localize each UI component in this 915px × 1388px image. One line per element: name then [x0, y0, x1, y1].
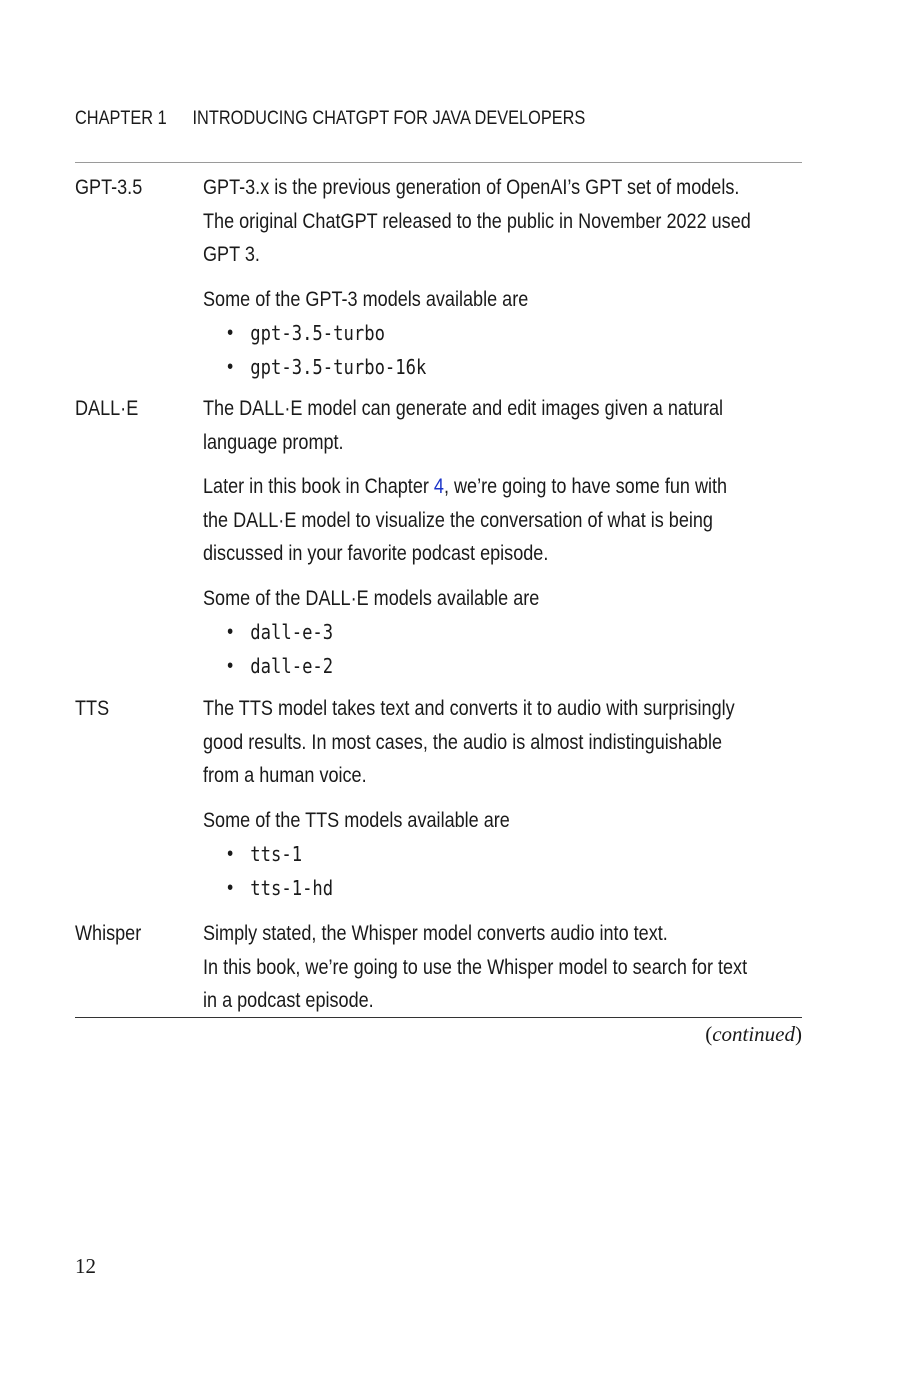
table-bottom-rule: [75, 1017, 802, 1018]
bullet-icon: •: [227, 322, 234, 344]
list-item: • dall-e-3: [227, 615, 788, 649]
model-description: [203, 917, 788, 1018]
continued-note: (continued): [705, 1022, 802, 1046]
description-paragraph: The DALL·E model can generate and edit images given a natural language prompt.: [203, 397, 724, 454]
description-paragraph: Simply stated, the Whisper model converts audio into text. In this book, we’re going to use the Whisper model to search for text in a podcast episode.: [203, 922, 748, 1012]
list-intro: Some of the DALL·E models available are: [203, 586, 540, 610]
model-list: [203, 615, 788, 683]
model-list: [203, 316, 788, 384]
list-item: • gpt-3.5-turbo-16k: [227, 350, 788, 384]
bullet-icon: •: [227, 877, 234, 899]
list-item: • dall-e-2: [227, 649, 788, 683]
description-paragraph: The TTS model takes text and converts it to audio with surprisingly good results. In most cases, the audio is almost indistinguishable from a human voice.: [203, 697, 735, 787]
bullet-icon: •: [227, 843, 234, 865]
bullet-icon: •: [227, 356, 234, 378]
model-term: DALL·E: [75, 397, 139, 420]
bullet-icon: •: [227, 655, 234, 677]
chapter-link[interactable]: 4: [433, 475, 444, 498]
table-top-rule: [75, 162, 802, 163]
model-description: [203, 692, 788, 905]
model-description: [203, 392, 788, 683]
model-description: [203, 171, 788, 384]
model-list: [203, 837, 788, 905]
page-number: 12: [75, 1254, 96, 1278]
description-paragraph: Later in this book in Chapter 4, we’re going to have some fun with the DALL·E model to visualize the conversation of what is being discussed in your favorite podcast episode.: [203, 475, 728, 565]
chapter-title: INTRODUCING CHATGPT FOR JAVA DEVELOPERS: [192, 108, 586, 129]
list-intro: Some of the GPT-3 models available are: [203, 287, 529, 311]
model-term: TTS: [75, 697, 110, 720]
list-item: • tts-1-hd: [227, 871, 788, 905]
model-term: GPT-3.5: [75, 176, 143, 199]
list-item: • tts-1: [227, 837, 788, 871]
bullet-icon: •: [227, 621, 234, 643]
description-paragraph: GPT-3.x is the previous generation of OpenAI’s GPT set of models. The original ChatGPT released to the public in November 2022 used GPT 3.: [203, 176, 751, 266]
running-head: [75, 108, 585, 130]
list-intro: Some of the TTS models available are: [203, 808, 510, 832]
list-item: • gpt-3.5-turbo: [227, 316, 788, 350]
model-term: Whisper: [75, 922, 142, 945]
chapter-label: CHAPTER 1: [75, 108, 167, 129]
